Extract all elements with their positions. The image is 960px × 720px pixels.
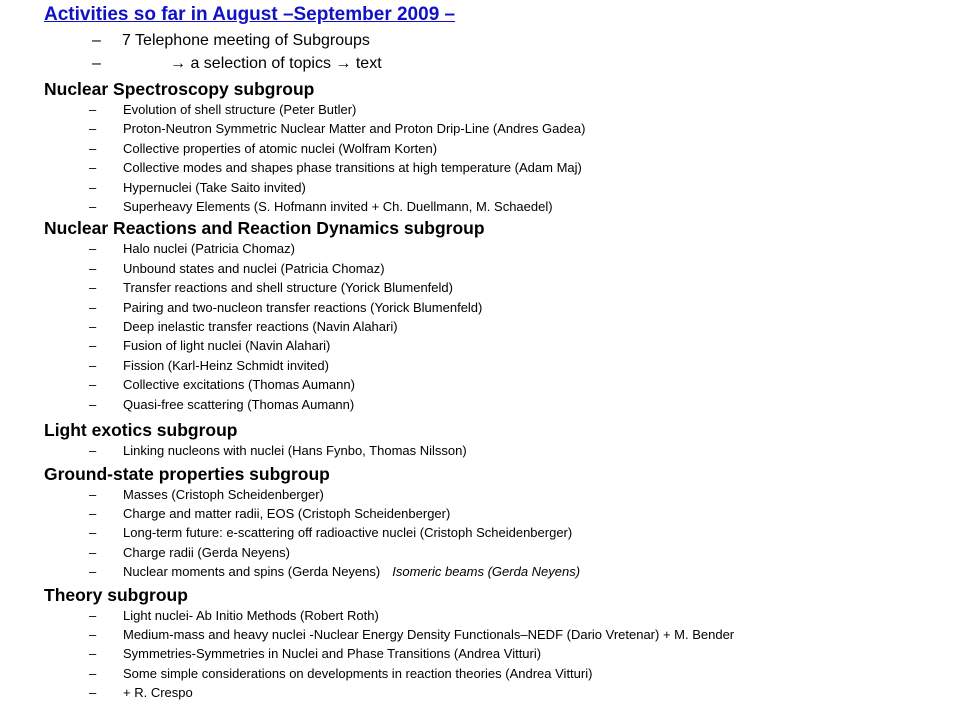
list-item [44,139,944,158]
list-item [44,441,944,460]
list-item-text: Charge radii (Gerda Neyens) [123,544,290,560]
list-item-text: Fission (Karl-Heinz Schmidt invited) [123,357,329,373]
dash-bullet: – [89,607,97,623]
list-item-text: Linking nucleons with nuclei (Hans Fynbo, Thomas Nilsson) [123,443,467,459]
subgroup-sections [44,77,944,703]
dash-bullet: – [89,665,97,681]
dash-bullet: – [89,179,97,195]
section-heading: Ground-state properties subgroup [44,463,330,484]
list-item [44,504,944,523]
list-item-text: Nuclear moments and spins (Gerda Neyens) [123,564,381,580]
dash-bullet: – [89,396,97,412]
list-item [44,644,944,663]
dash-bullet: – [92,32,101,49]
list-item-text: Medium-mass and heavy nuclei -Nuclear Energy Density Functionals–NEDF (Dario Vretenar) + M. Bender [123,626,735,642]
top-item-telephone-meetings [92,31,370,51]
list-item-text: Light nuclei- Ab Initio Methods (Robert Roth) [123,607,379,623]
list-item-text: Collective properties of atomic nuclei (Wolfram Korten) [123,140,438,156]
dash-bullet: – [89,260,97,276]
list-item-text: Masses (Cristoph Scheidenberger) [123,486,324,502]
section-heading: Nuclear Reactions and Reaction Dynamics subgroup [44,218,485,239]
list-item-text: Hypernuclei (Take Saito invited) [123,179,306,195]
list-item-text: Fusion of light nuclei (Navin Alahari) [123,338,331,354]
list-item-text: Deep inelastic transfer reactions (Navin Alahari) [123,319,398,335]
dash-bullet: – [92,55,101,72]
list-item-italic-note: Isomeric beams (Gerda Neyens) [392,564,581,580]
subgroup-section [44,217,944,414]
list-item [44,259,944,278]
list-item-text: Long-term future: e-scattering off radioactive nuclei (Cristoph Scheidenberger) [123,525,573,541]
section-heading: Light exotics subgroup [44,420,238,441]
dash-bullet: – [89,338,97,354]
slide-title: Activities so far in August –September 2009 – [44,4,456,25]
list-item-text: Proton-Neutron Symmetric Nuclear Matter and Proton Drip-Line (Andres Gadea) [123,121,586,137]
list-item [44,523,944,542]
list-item [44,119,944,138]
top-item-selection-of-topics [92,54,382,74]
dash-bullet: – [89,357,97,373]
dash-bullet: – [89,280,97,296]
list-item [44,664,944,683]
list-item [44,100,944,119]
dash-bullet: – [89,102,97,117]
dash-bullet: – [89,121,97,137]
subgroup-section [44,463,944,582]
top-item-text: 7 Telephone meeting of Subgroups [122,32,370,49]
list-item [44,298,944,317]
list-item-text: Quasi-free scattering (Thomas Aumann) [123,396,355,412]
dash-bullet: – [89,525,97,541]
dash-bullet: – [89,140,97,156]
dash-bullet: – [89,505,97,521]
dash-bullet: – [89,544,97,560]
section-heading: Nuclear Spectroscopy subgroup [44,79,315,99]
list-item-text: Pairing and two-nucleon transfer reactions (Yorick Blumenfeld) [123,299,483,315]
dash-bullet: – [89,199,97,215]
list-item [44,158,944,177]
list-item-text: Superheavy Elements (S. Hofmann invited + Ch. Duellmann, M. Schaedel) [123,199,553,215]
top-item-text: → a selection of topics → text [170,55,382,72]
list-item-text: Transfer reactions and shell structure (Yorick Blumenfeld) [123,280,453,296]
dash-bullet: – [89,626,97,642]
list-item [44,562,944,581]
list-item [44,278,944,297]
dash-bullet: – [89,685,97,701]
dash-bullet: – [89,646,97,662]
subgroup-section [44,419,944,460]
section-heading: Theory subgroup [44,584,188,605]
dash-bullet: – [89,564,97,580]
subgroup-section [44,584,944,703]
list-item [44,395,944,414]
list-item [44,625,944,644]
list-item [44,356,944,375]
list-item [44,336,944,355]
list-item-text: Halo nuclei (Patricia Chomaz) [123,241,295,257]
list-item [44,197,944,216]
list-item [44,239,944,258]
dash-bullet: – [89,241,97,257]
dash-bullet: – [89,443,97,459]
list-item [44,485,944,504]
list-item [44,317,944,336]
dash-bullet: – [89,160,97,176]
list-item [44,543,944,562]
dash-bullet: – [89,319,97,335]
list-item-text: Collective excitations (Thomas Aumann) [123,377,355,393]
list-item [44,683,944,702]
list-item [44,178,944,197]
list-item-text: + R. Crespo [123,685,193,701]
list-item-text: Collective modes and shapes phase transitions at high temperature (Adam Maj) [123,160,582,176]
dash-bullet: – [89,299,97,315]
list-item [44,375,944,394]
list-item-text: Unbound states and nuclei (Patricia Chomaz) [123,260,385,276]
list-item-text: Evolution of shell structure (Peter Butler) [123,102,357,117]
list-item-text: Charge and matter radii, EOS (Cristoph Scheidenberger) [123,505,451,521]
list-item-text: Symmetries-Symmetries in Nuclei and Phase Transitions (Andrea Vitturi) [123,646,542,662]
subgroup-section [44,78,944,216]
list-item [44,606,944,625]
list-item-text: Some simple considerations on developments in reaction theories (Andrea Vitturi) [123,665,593,681]
dash-bullet: – [89,377,97,393]
dash-bullet: – [89,486,97,502]
